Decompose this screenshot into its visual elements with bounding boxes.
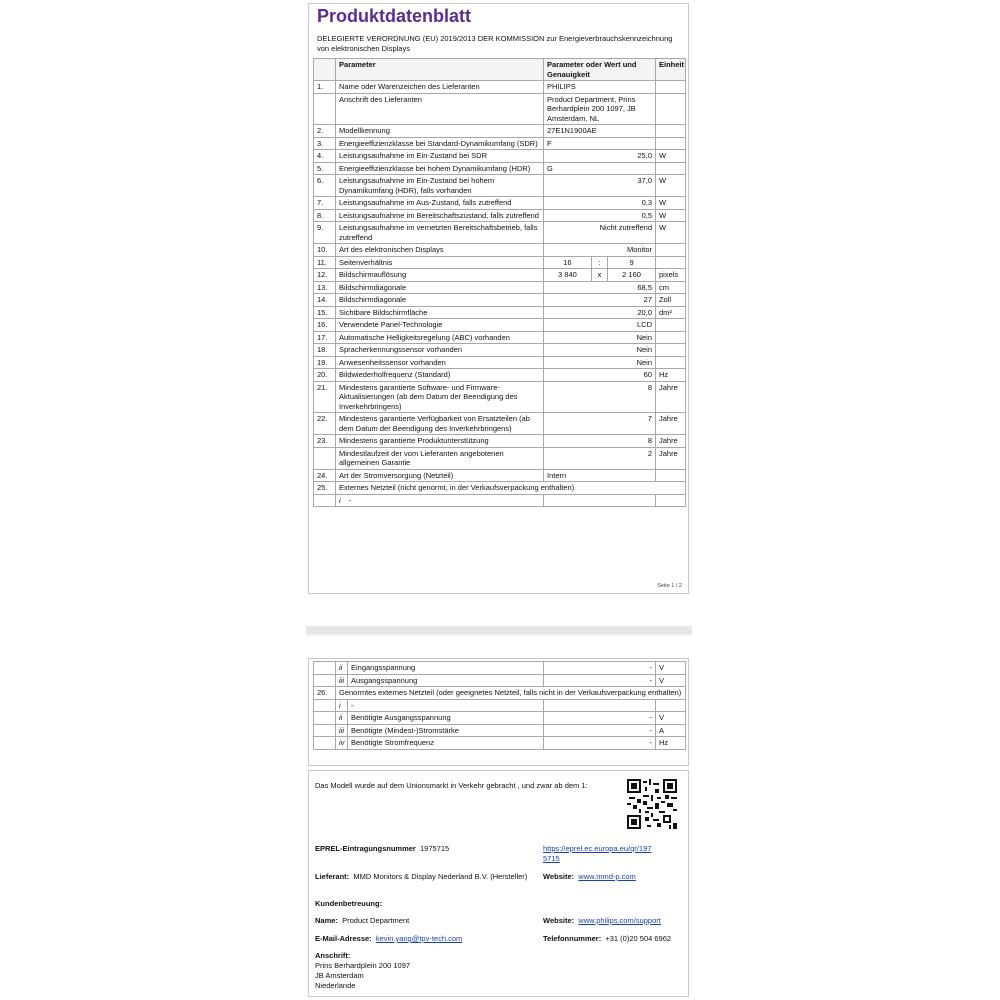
- row-parameter: Bildschirmdiagonale: [336, 281, 544, 294]
- row-number: 14.: [314, 294, 336, 307]
- name-label: Name:: [315, 916, 338, 925]
- row-parameter: Mindestlaufzeit der vom Lieferanten angebotenen allgemeinen Garantie: [336, 447, 544, 469]
- table-row: [314, 281, 686, 294]
- table-row: [314, 712, 686, 725]
- table-row: [314, 435, 686, 448]
- table-row: [314, 737, 686, 750]
- row-value: 7: [544, 413, 656, 435]
- power-supply-table: [313, 661, 686, 750]
- row-unit: V: [656, 662, 686, 675]
- table-row: [314, 294, 686, 307]
- row-value: 25,0: [544, 150, 656, 163]
- table-row: [314, 469, 686, 482]
- header-parameter: Parameter: [336, 59, 544, 81]
- sub-index: iii: [336, 674, 348, 687]
- row-number: 25.: [314, 482, 336, 495]
- table-row: [314, 81, 686, 94]
- row-parameter: Leistungsaufnahme im vernetzten Bereitschaftsbetrieb, falls zutreffend: [336, 222, 544, 244]
- row-number: 18.: [314, 344, 336, 357]
- row-value: 0,3: [544, 197, 656, 210]
- table-row: [314, 662, 686, 675]
- sub-index: ii: [336, 662, 348, 675]
- row-parameter: Externes Netzteil (nicht genormt, in der Verkaufsverpackung enthalten): [336, 482, 686, 495]
- row-parameter: Mindestens garantierte Verfügbarkeit von Ersatzteilen (ab dem Datum der Beendigung des Inverkehrbringens): [336, 413, 544, 435]
- regulation-text: DELEGIERTE VERORDNUNG (EU) 2019/2013 DER KOMMISSION zur Energieverbrauchskennzeichnung von elektronischen Displays: [317, 34, 673, 53]
- row-unit: [656, 162, 686, 175]
- row-value: Monitor: [544, 244, 656, 257]
- row-value: -: [544, 737, 656, 750]
- row-value: 8: [544, 435, 656, 448]
- sub-index: i: [339, 495, 341, 505]
- row-value: [544, 269, 656, 282]
- page-separator: [306, 626, 692, 634]
- eprel-label: EPREL-Eintragungsnummer: [315, 844, 416, 853]
- row-unit: Jahre: [656, 447, 686, 469]
- datasheet-page-1: [308, 3, 689, 594]
- table-row: [314, 175, 686, 197]
- eprel-registration: [315, 844, 449, 854]
- table-row: [314, 319, 686, 332]
- row-number: 16.: [314, 319, 336, 332]
- row-number: 11.: [314, 256, 336, 269]
- row-unit: Hz: [656, 369, 686, 382]
- page-number: Seite 1 / 2: [657, 583, 682, 589]
- email-label: E-Mail-Adresse:: [315, 934, 372, 943]
- row-parameter: [336, 494, 544, 507]
- sub-text: -: [348, 495, 352, 505]
- address-block: [315, 951, 410, 991]
- website-label-1: Website:: [543, 872, 575, 881]
- row-unit: Jahre: [656, 381, 686, 413]
- supplier-value: MMD Monitors & Display Nederland B.V. (Hersteller): [353, 872, 528, 881]
- row-unit: W: [656, 222, 686, 244]
- row-parameter: Bildschirmauflösung: [336, 269, 544, 282]
- row-number: 2.: [314, 125, 336, 138]
- eprel-number: 1975715: [420, 844, 450, 853]
- row-unit: [656, 319, 686, 332]
- row-number: 1.: [314, 81, 336, 94]
- table-row: [314, 269, 686, 282]
- table-row: [314, 93, 686, 125]
- row-parameter: Anschrift des Lieferanten: [336, 93, 544, 125]
- sub-index: i: [336, 699, 348, 712]
- row-parameter: Genormtes externes Netzteil (oder geeignetes Netzteil, falls nicht in der Verkaufsverpackung enthalten): [336, 687, 686, 700]
- row-parameter: Benötigte Stromfrequenz: [348, 737, 544, 750]
- row-parameter: Leistungsaufnahme im Ein-Zustand bei SDR: [336, 150, 544, 163]
- row-unit: W: [656, 150, 686, 163]
- row-unit: [656, 344, 686, 357]
- table-row: [314, 162, 686, 175]
- sub-index: iv: [336, 737, 348, 750]
- row-value: Nein: [544, 344, 656, 357]
- split-part: 16: [563, 257, 572, 267]
- split-part: :: [591, 257, 607, 269]
- table-row: [314, 125, 686, 138]
- row-parameter: Sichtbare Bildschirmfläche: [336, 306, 544, 319]
- row-number: 6.: [314, 175, 336, 197]
- row-parameter: Benötigte Ausgangsspannung: [348, 712, 544, 725]
- row-parameter: Spracherkennungssensor vorhanden: [336, 344, 544, 357]
- row-number: 21.: [314, 381, 336, 413]
- row-number: 15.: [314, 306, 336, 319]
- row-parameter: Anwesenheitssensor vorhanden: [336, 356, 544, 369]
- row-parameter: Name oder Warenzeichen des Lieferanten: [336, 81, 544, 94]
- row-unit: pixels: [656, 269, 686, 282]
- table-row: [314, 687, 686, 700]
- row-value: LCD: [544, 319, 656, 332]
- row-parameter: Eingangsspannung: [348, 662, 544, 675]
- row-unit: [656, 699, 686, 712]
- row-value: -: [544, 712, 656, 725]
- table-row: [314, 699, 686, 712]
- website-link-1[interactable]: www.mmd-p.com: [578, 872, 636, 881]
- phone-value: +31 (0)20 504 6962: [605, 934, 672, 943]
- row-unit: Jahre: [656, 435, 686, 448]
- row-number: 7.: [314, 197, 336, 210]
- row-unit: [656, 331, 686, 344]
- qr-code-icon: [627, 779, 677, 829]
- row-number: 3.: [314, 137, 336, 150]
- row-number: 23.: [314, 435, 336, 448]
- table-row: [314, 482, 686, 495]
- row-value: -: [544, 674, 656, 687]
- row-value: Product Department, Prins Berhardplein 200 1097, JB Amsterdam, NL: [544, 93, 656, 125]
- table-row: [314, 222, 686, 244]
- table-row: [314, 724, 686, 737]
- row-value: 0,5: [544, 209, 656, 222]
- table-row: [314, 381, 686, 413]
- row-number: [314, 662, 336, 675]
- row-unit: W: [656, 175, 686, 197]
- row-parameter: Mindestens garantierte Produktunterstützung: [336, 435, 544, 448]
- row-value: [544, 699, 656, 712]
- row-number: [314, 724, 336, 737]
- name-value: Product Department: [342, 916, 410, 925]
- datasheet-page-2: [308, 658, 689, 766]
- row-unit: Zoll: [656, 294, 686, 307]
- row-unit: W: [656, 197, 686, 210]
- row-value: 27: [544, 294, 656, 307]
- row-unit: [656, 81, 686, 94]
- table-row: [314, 209, 686, 222]
- row-number: 10.: [314, 244, 336, 257]
- sub-index: iii: [336, 724, 348, 737]
- table-row: [314, 674, 686, 687]
- row-number: [314, 93, 336, 125]
- row-value: G: [544, 162, 656, 175]
- row-value: Nein: [544, 356, 656, 369]
- table-row: [314, 244, 686, 257]
- row-value: 8: [544, 381, 656, 413]
- row-value: 27E1N1900AE: [544, 125, 656, 138]
- row-value: 60: [544, 369, 656, 382]
- row-number: [314, 494, 336, 507]
- table-row: [314, 369, 686, 382]
- market-date-text: Das Modell wurde auf dem Unionsmarkt in Verkehr gebracht , und zwar ab dem 1:: [315, 781, 588, 790]
- split-row: [544, 257, 655, 269]
- website-line-1: [543, 872, 636, 882]
- row-unit: [656, 244, 686, 257]
- row-unit: A: [656, 724, 686, 737]
- row-unit: [656, 93, 686, 125]
- row-value: 37,0: [544, 175, 656, 197]
- address-line-3: Niederlande: [315, 981, 356, 990]
- page-separator-shadow: [306, 634, 692, 636]
- row-number: 4.: [314, 150, 336, 163]
- split-value: [544, 269, 655, 281]
- row-parameter: Leistungsaufnahme im Aus-Zustand, falls zutreffend: [336, 197, 544, 210]
- row-number: [314, 737, 336, 750]
- eprel-link[interactable]: https://eprel.ec.europa.eu/qr/1975715: [543, 844, 652, 863]
- website-link-2[interactable]: www.philips.com/support: [578, 916, 661, 925]
- parameter-table: [313, 58, 686, 507]
- address-label: Anschrift:: [315, 951, 351, 960]
- supplier-info-page: [308, 770, 689, 997]
- row-value: [544, 256, 656, 269]
- row-parameter: Leistungsaufnahme im Ein-Zustand bei hohem Dynamikumfang (HDR), falls vorhanden: [336, 175, 544, 197]
- row-value: Intern: [544, 469, 656, 482]
- row-parameter: Art des elektronischen Displays: [336, 244, 544, 257]
- row-unit: [656, 125, 686, 138]
- row-parameter: Leistungsaufnahme im Bereitschaftszustand, falls zutreffend: [336, 209, 544, 222]
- customer-support-heading: Kundenbetreuung:: [315, 899, 383, 908]
- row-unit: Hz: [656, 737, 686, 750]
- row-number: 13.: [314, 281, 336, 294]
- row-number: [314, 447, 336, 469]
- row-unit: V: [656, 674, 686, 687]
- table-row: [314, 447, 686, 469]
- split-part: x: [591, 269, 607, 281]
- phone-label: Telefonnummer:: [543, 934, 602, 943]
- row-parameter: Modellkennung: [336, 125, 544, 138]
- page-title: Produktdatenblatt: [317, 6, 472, 26]
- address-line-2: JB Amsterdam: [315, 971, 364, 980]
- row-unit: dm²: [656, 306, 686, 319]
- row-number: [314, 712, 336, 725]
- address-line-1: Prins Berhardplein 200 1097: [315, 961, 411, 970]
- table-row: [314, 356, 686, 369]
- row-value: F: [544, 137, 656, 150]
- row-unit: [656, 494, 686, 507]
- table-row: [314, 306, 686, 319]
- row-number: [314, 674, 336, 687]
- row-unit: V: [656, 712, 686, 725]
- table-row: [314, 137, 686, 150]
- table-row: [314, 331, 686, 344]
- phone-line: [543, 934, 671, 944]
- row-number: 19.: [314, 356, 336, 369]
- split-value: [544, 257, 655, 269]
- email-link[interactable]: kevin.yang@tpv-tech.com: [375, 934, 463, 943]
- row-value: 2: [544, 447, 656, 469]
- row-value: Nein: [544, 331, 656, 344]
- split-part: 2 160: [608, 269, 655, 281]
- row-unit: W: [656, 209, 686, 222]
- row-parameter: Seitenverhältnis: [336, 256, 544, 269]
- row-parameter: Benötigte (Mindest-)Stromstärke: [348, 724, 544, 737]
- row-parameter: Bildwiederholfrequenz (Standard): [336, 369, 544, 382]
- row-parameter: Verwendete Panel-Technologie: [336, 319, 544, 332]
- row-unit: [656, 137, 686, 150]
- row-parameter: Energieeffizienzklasse bei hohem Dynamikumfang (HDR): [336, 162, 544, 175]
- website-label-2: Website:: [543, 916, 575, 925]
- row-value: PHILIPS: [544, 81, 656, 94]
- row-parameter: -: [348, 699, 544, 712]
- row-unit: [656, 356, 686, 369]
- row-unit: Jahre: [656, 413, 686, 435]
- table-row: [314, 150, 686, 163]
- sub-index: ii: [336, 712, 348, 725]
- row-value: 68,5: [544, 281, 656, 294]
- split-part: 3 840: [558, 270, 577, 279]
- email-line: [315, 934, 462, 944]
- table-row: [314, 494, 686, 507]
- table-row: [314, 344, 686, 357]
- supplier-line: [315, 872, 541, 882]
- split-row: [544, 269, 655, 281]
- table-header-row: [314, 59, 686, 81]
- row-unit: [656, 256, 686, 269]
- row-number: [314, 699, 336, 712]
- row-parameter: Automatische Helligkeitsregelung (ABC) vorhanden: [336, 331, 544, 344]
- supplier-label: Lieferant:: [315, 872, 350, 881]
- row-unit: [656, 469, 686, 482]
- row-number: 22.: [314, 413, 336, 435]
- row-parameter: Energieeffizienzklasse bei Standard-Dynamikumfang (SDR): [336, 137, 544, 150]
- split-part: 9: [608, 257, 655, 269]
- table-row: [314, 413, 686, 435]
- website-line-2: [543, 916, 661, 926]
- row-parameter: Ausgangsspannung: [348, 674, 544, 687]
- row-value: 20,0: [544, 306, 656, 319]
- table-row: [314, 256, 686, 269]
- row-number: 17.: [314, 331, 336, 344]
- support-name-line: [315, 916, 409, 926]
- row-unit: cm: [656, 281, 686, 294]
- header-unit: Einheit: [656, 59, 686, 81]
- row-number: 20.: [314, 369, 336, 382]
- row-number: 12.: [314, 269, 336, 282]
- row-number: 26.: [314, 687, 336, 700]
- row-number: 24.: [314, 469, 336, 482]
- row-value: Nicht zutreffend: [544, 222, 656, 244]
- row-parameter: Bildschirmdiagonale: [336, 294, 544, 307]
- row-parameter: Art der Stromversorgung (Netzteil): [336, 469, 544, 482]
- row-value: [544, 494, 656, 507]
- header-value: Parameter oder Wert und Genauigkeit: [544, 59, 656, 81]
- row-parameter: Mindestens garantierte Software- und Firmware-Aktualisierungen (ab dem Datum der Beendigung des Inverkehrbringens): [336, 381, 544, 413]
- table-row: [314, 197, 686, 210]
- row-number: 8.: [314, 209, 336, 222]
- row-value: -: [544, 662, 656, 675]
- row-number: 9.: [314, 222, 336, 244]
- row-number: 5.: [314, 162, 336, 175]
- row-value: -: [544, 724, 656, 737]
